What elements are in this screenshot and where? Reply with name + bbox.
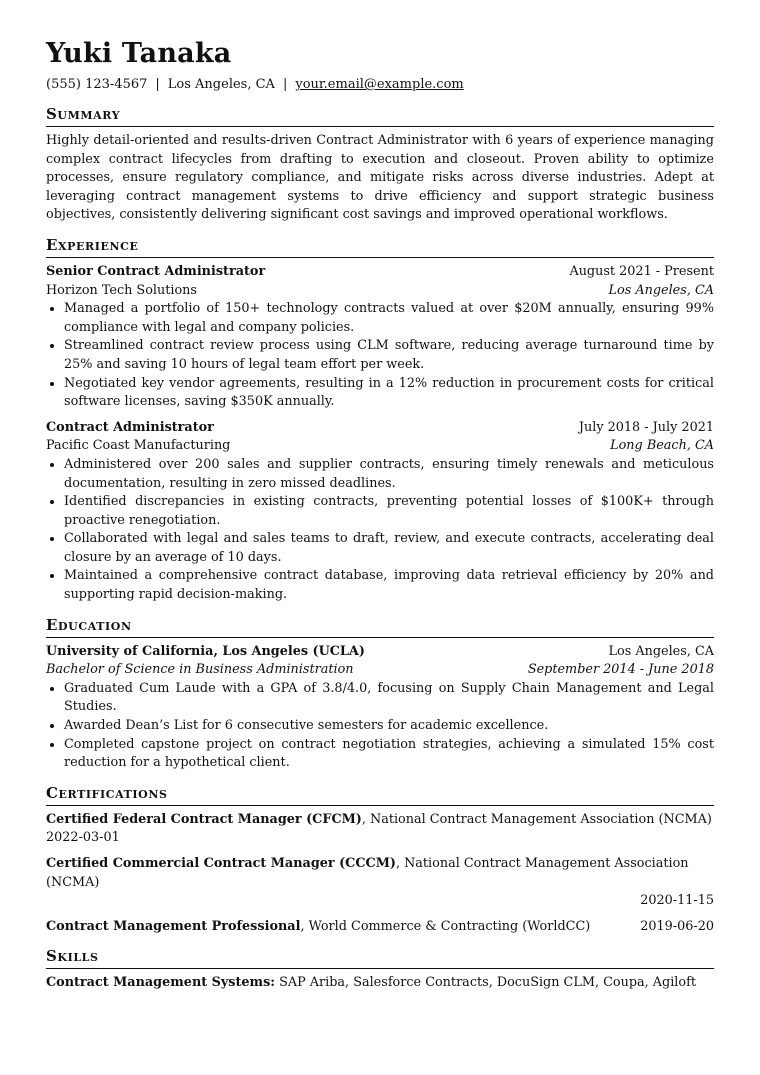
job-location: Los Angeles, CA xyxy=(608,282,714,298)
certification-date: 2020-11-15 xyxy=(640,893,714,909)
certification-date: 2019-06-20 xyxy=(640,918,714,934)
candidate-name: Yuki Tanaka xyxy=(46,38,232,69)
education-bullet: • Completed capstone project on contract negotiation strategies, achieving a simulated 15% cost reduction for a hypothetical client. xyxy=(64,736,714,773)
job-role: Senior Contract Administrator xyxy=(46,263,266,279)
section-title-education: Education xyxy=(46,615,714,638)
school-location: Los Angeles, CA xyxy=(608,643,714,659)
certification-entry xyxy=(46,918,714,937)
certification-entry xyxy=(46,811,714,848)
school-name: University of California, Los Angeles (UCLA) xyxy=(46,643,365,659)
job-location: Long Beach, CA xyxy=(610,438,714,454)
skills-value: SAP Ariba, Salesforce Contracts, DocuSign CLM, Coupa, Agiloft xyxy=(275,975,696,991)
skills-line xyxy=(46,974,714,993)
job-entry xyxy=(46,419,714,605)
education-bullet: • Graduated Cum Laude with a GPA of 3.8/4.0, focusing on Supply Chain Management and Legal Studies. xyxy=(64,680,714,717)
job-bullets xyxy=(46,456,714,605)
contact-line xyxy=(46,76,714,94)
job-dates: August 2021 - Present xyxy=(569,263,714,279)
section-title-experience: Experience xyxy=(46,235,714,258)
certification-name: Certified Federal Contract Manager (CFCM) xyxy=(46,811,362,827)
separator: | xyxy=(155,77,160,92)
certification-date: 2022-03-01 xyxy=(46,830,120,846)
job-bullet: • Identified discrepancies in existing contracts, preventing potential losses of $100K+ through proactive renegotiation. xyxy=(64,493,714,530)
education-dates: September 2014 - June 2018 xyxy=(527,662,714,678)
section-title-certifications: Certifications xyxy=(46,783,714,806)
job-bullet: • Maintained a comprehensive contract database, improving data retrieval efficiency by 20% and supporting rapid decision-making. xyxy=(64,567,714,604)
separator: | xyxy=(282,77,288,92)
job-company: Pacific Coast Manufacturing xyxy=(46,438,231,454)
phone-number: (555) 123-4567 xyxy=(46,77,148,92)
certification-issuer: , National Contract Management Association (NCMA) xyxy=(361,811,712,827)
section-title-summary: Summary xyxy=(46,104,714,127)
certification-issuer: , National Contract Management Association (NCMA) xyxy=(46,856,689,890)
job-bullets xyxy=(46,300,714,412)
job-dates: July 2018 - July 2021 xyxy=(578,419,714,435)
location: Los Angeles, CA xyxy=(167,77,275,92)
skills-label: Contract Management Systems: xyxy=(46,975,276,991)
job-bullet: • Managed a portfolio of 150+ technology contracts valued at over $20M annually, ensuring 99% compliance with legal and company policies. xyxy=(64,300,714,337)
job-bullet: • Collaborated with legal and sales teams to draft, review, and execute contracts, accelerating deal closure by an average of 10 days. xyxy=(64,530,714,567)
certification-entry xyxy=(46,855,714,911)
education-bullets xyxy=(46,680,714,773)
email-link[interactable]: your.email@example.com xyxy=(295,77,464,92)
education-entry xyxy=(46,643,714,773)
certification-issuer: , World Commerce & Contracting (WorldCC) xyxy=(300,918,591,934)
education-bullet: • Awarded Dean’s List for 6 consecutive semesters for academic excellence. xyxy=(64,717,714,736)
job-role: Contract Administrator xyxy=(46,419,214,435)
job-bullet: • Administered over 200 sales and supplier contracts, ensuring timely renewals and meticulous documentation, resulting in zero missed deadlines. xyxy=(64,456,714,493)
summary-text: Highly detail-oriented and results-driven Contract Administrator with 6 years of experience managing complex contract lifecycles from drafting to execution and closeout. Proven ability to optimize processes, ensure regulatory compliance, and mitigate risks across diverse industries. Adept at leveraging contract management systems to drive efficiency and support strategic business objectives, consistently delivering significant cost savings and improved operational workflows. xyxy=(46,133,714,223)
job-company: Horizon Tech Solutions xyxy=(46,282,197,298)
certification-name: Certified Commercial Contract Manager (CCCM) xyxy=(46,856,396,871)
certification-name: Contract Management Professional xyxy=(46,918,301,934)
job-entry xyxy=(46,263,714,412)
degree: Bachelor of Science in Business Administration xyxy=(46,662,354,678)
section-title-skills: Skills xyxy=(46,946,714,969)
job-bullet: • Streamlined contract review process using CLM software, reducing average turnaround time by 25% and saving 10 hours of legal team effort per week. xyxy=(64,337,714,374)
job-bullet: • Negotiated key vendor agreements, resulting in a 12% reduction in procurement costs for critical software licenses, saving $350K annually. xyxy=(64,375,714,412)
